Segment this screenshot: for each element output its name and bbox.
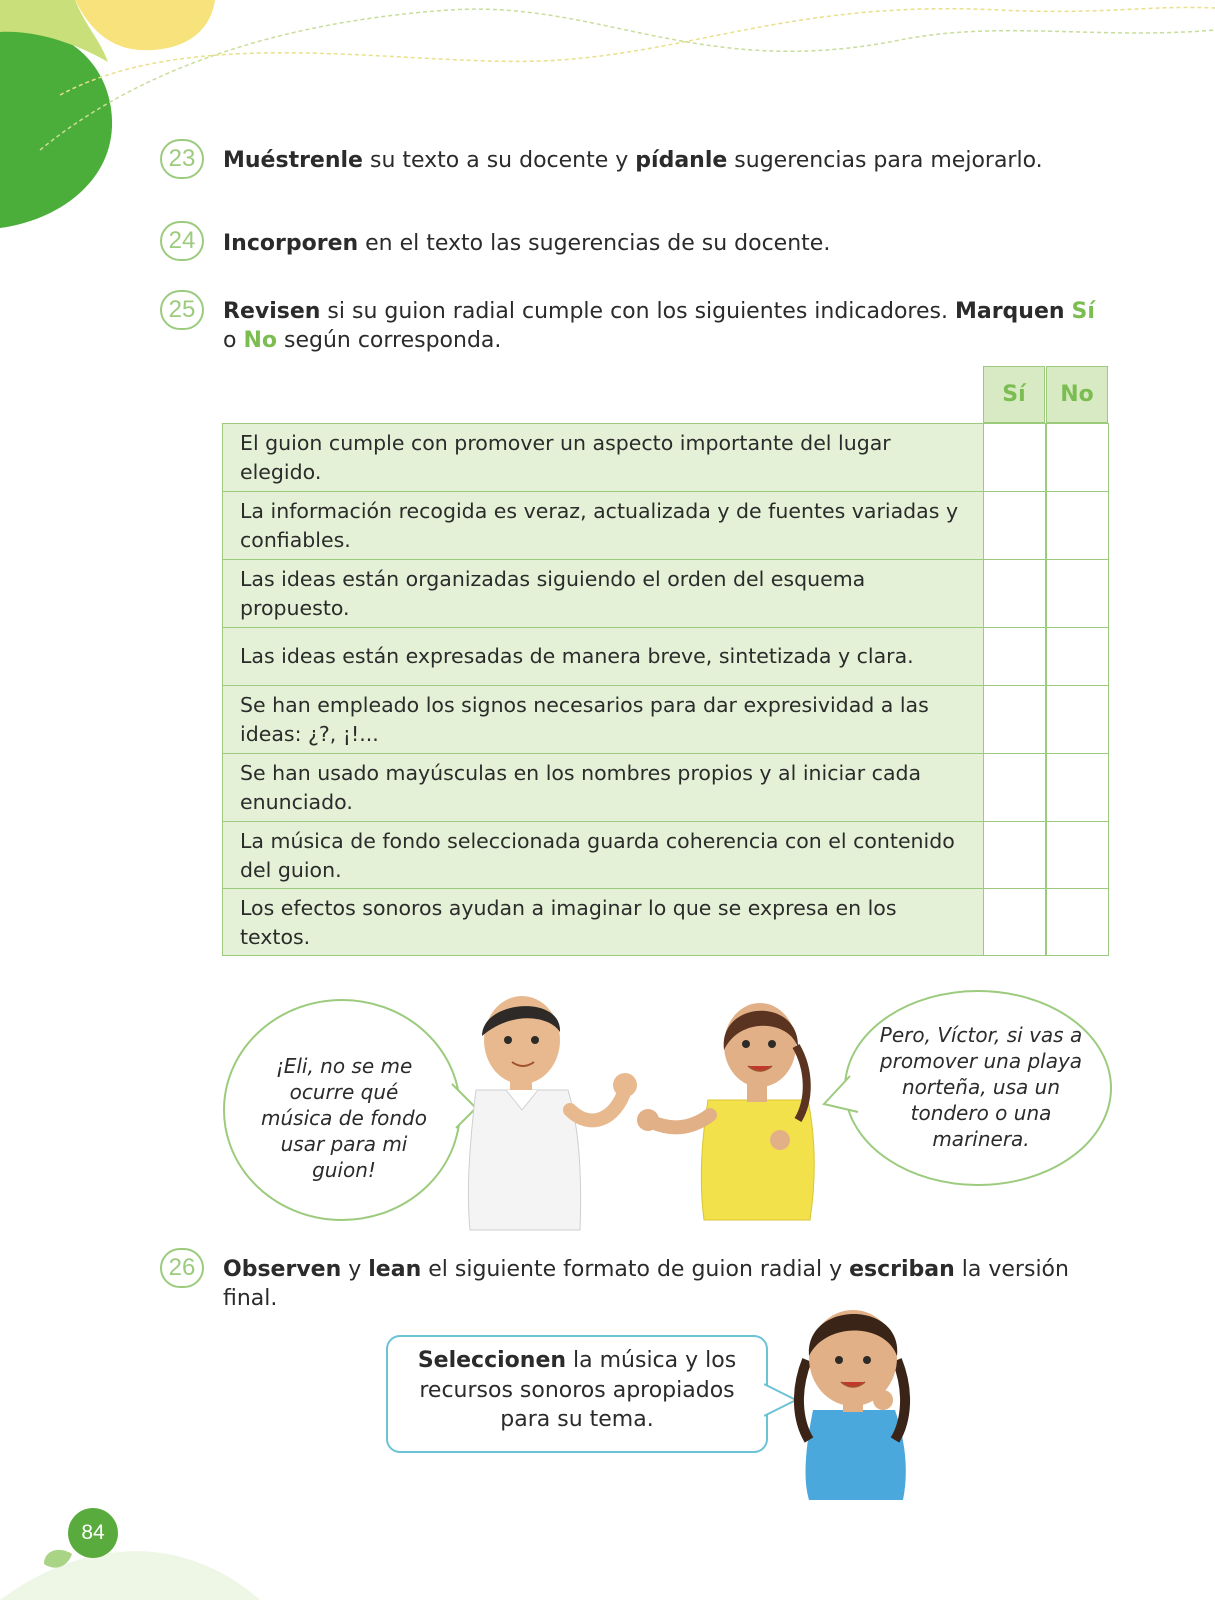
decorative-header	[0, 0, 1215, 240]
yes-checkbox[interactable]	[983, 627, 1046, 686]
indicator-text: Las ideas están expresadas de manera breve, sintetizada y clara.	[222, 627, 984, 686]
no-checkbox[interactable]	[1046, 753, 1109, 822]
header-yes: Sí	[983, 366, 1045, 423]
instruction-25	[223, 297, 1103, 355]
girl-figure	[637, 1003, 814, 1220]
no-checkbox[interactable]	[1046, 888, 1109, 956]
girl-thinking-illustration	[785, 1300, 920, 1500]
table-header	[983, 366, 1109, 423]
yes-checkbox[interactable]	[983, 559, 1046, 628]
yes-checkbox[interactable]	[983, 491, 1046, 560]
item-number-25: 25	[160, 290, 204, 330]
indicator-text: Los efectos sonoros ayudan a imaginar lo que se expresa en los textos.	[222, 888, 984, 956]
instruction-fragment: Revisen	[223, 299, 321, 324]
indicator-text: La información recogida es veraz, actualizada y de fuentes variadas y confiables.	[222, 491, 984, 560]
instruction-fragment: y	[341, 1257, 369, 1282]
header-no: No	[1046, 366, 1108, 423]
item-number-24: 24	[160, 221, 204, 261]
instruction-fragment: la versión final.	[223, 1257, 1069, 1311]
tip-text-rest: la música y los recursos sonoros apropiados para su tema.	[419, 1348, 737, 1432]
no-checkbox[interactable]	[1046, 559, 1109, 628]
instruction-fragment: según corresponda.	[276, 328, 502, 353]
yes-checkbox[interactable]	[983, 753, 1046, 822]
item-number-26: 26	[160, 1248, 204, 1288]
no-checkbox[interactable]	[1046, 491, 1109, 560]
table-row	[222, 627, 1110, 686]
tip-text	[400, 1346, 754, 1435]
instruction-fragment: en el texto las sugerencias de su docente.	[358, 231, 831, 256]
yes-checkbox[interactable]	[983, 423, 1046, 492]
instruction-fragment: si su guion radial cumple con los siguientes indicadores.	[320, 299, 955, 324]
yes-checkbox[interactable]	[983, 888, 1046, 956]
instruction-fragment: pídanle	[635, 148, 728, 173]
instruction-fragment: No	[243, 328, 277, 353]
instruction-fragment: Observen	[223, 1257, 342, 1282]
girl-speech-text: Pero, Víctor, si vas a promover una playa norteña, usa un tondero o una marinera.	[879, 1023, 1083, 1151]
item-number-23: 23	[160, 139, 204, 179]
instruction-fragment: escriban	[849, 1257, 955, 1282]
indicator-text: Las ideas están organizadas siguiendo el orden del esquema propuesto.	[222, 559, 984, 628]
page-number: 84	[68, 1508, 118, 1558]
tip-text-bold: Seleccionen	[417, 1348, 567, 1373]
table-row	[222, 753, 1110, 822]
table-row	[222, 423, 1110, 492]
yes-checkbox[interactable]	[983, 685, 1046, 754]
yes-checkbox[interactable]	[983, 821, 1046, 889]
table-row	[222, 685, 1110, 754]
instruction-fragment: lean	[368, 1257, 422, 1282]
instruction-23	[223, 146, 1103, 175]
instruction-fragment: Marquen	[954, 299, 1065, 324]
no-checkbox[interactable]	[1046, 685, 1109, 754]
boy-figure	[468, 996, 637, 1230]
table-row	[222, 559, 1110, 628]
instruction-fragment: su texto a su docente y	[362, 148, 636, 173]
table-row	[222, 491, 1110, 560]
indicator-text: El guion cumple con promover un aspecto importante del lugar elegido.	[222, 423, 984, 492]
indicator-text: La música de fondo seleccionada guarda coherencia con el contenido del guion.	[222, 821, 984, 889]
table-row	[222, 888, 1110, 956]
instruction-fragment: Muéstrenle	[223, 148, 363, 173]
instruction-fragment: Sí	[1071, 299, 1095, 324]
instruction-24	[223, 229, 1103, 258]
instruction-fragment: o	[223, 328, 244, 353]
indicator-text: Se han empleado los signos necesarios para dar expresividad a las ideas: ¿?, ¡!...	[222, 685, 984, 754]
instruction-fragment: Incorporen	[223, 231, 359, 256]
table-row	[222, 821, 1110, 889]
no-checkbox[interactable]	[1046, 821, 1109, 889]
no-checkbox[interactable]	[1046, 627, 1109, 686]
indicator-text: Se han usado mayúsculas en los nombres propios y al iniciar cada enunciado.	[222, 753, 984, 822]
boy-speech-text: ¡Eli, no se me ocurre qué música de fondo usar para mi guion!	[261, 1054, 427, 1182]
instruction-fragment	[1065, 299, 1072, 324]
instruction-fragment: el siguiente formato de guion radial y	[421, 1257, 850, 1282]
no-checkbox[interactable]	[1046, 423, 1109, 492]
decorative-footer	[0, 1520, 1215, 1600]
instruction-26	[223, 1255, 1103, 1313]
instruction-fragment: sugerencias para mejorarlo.	[727, 148, 1043, 173]
